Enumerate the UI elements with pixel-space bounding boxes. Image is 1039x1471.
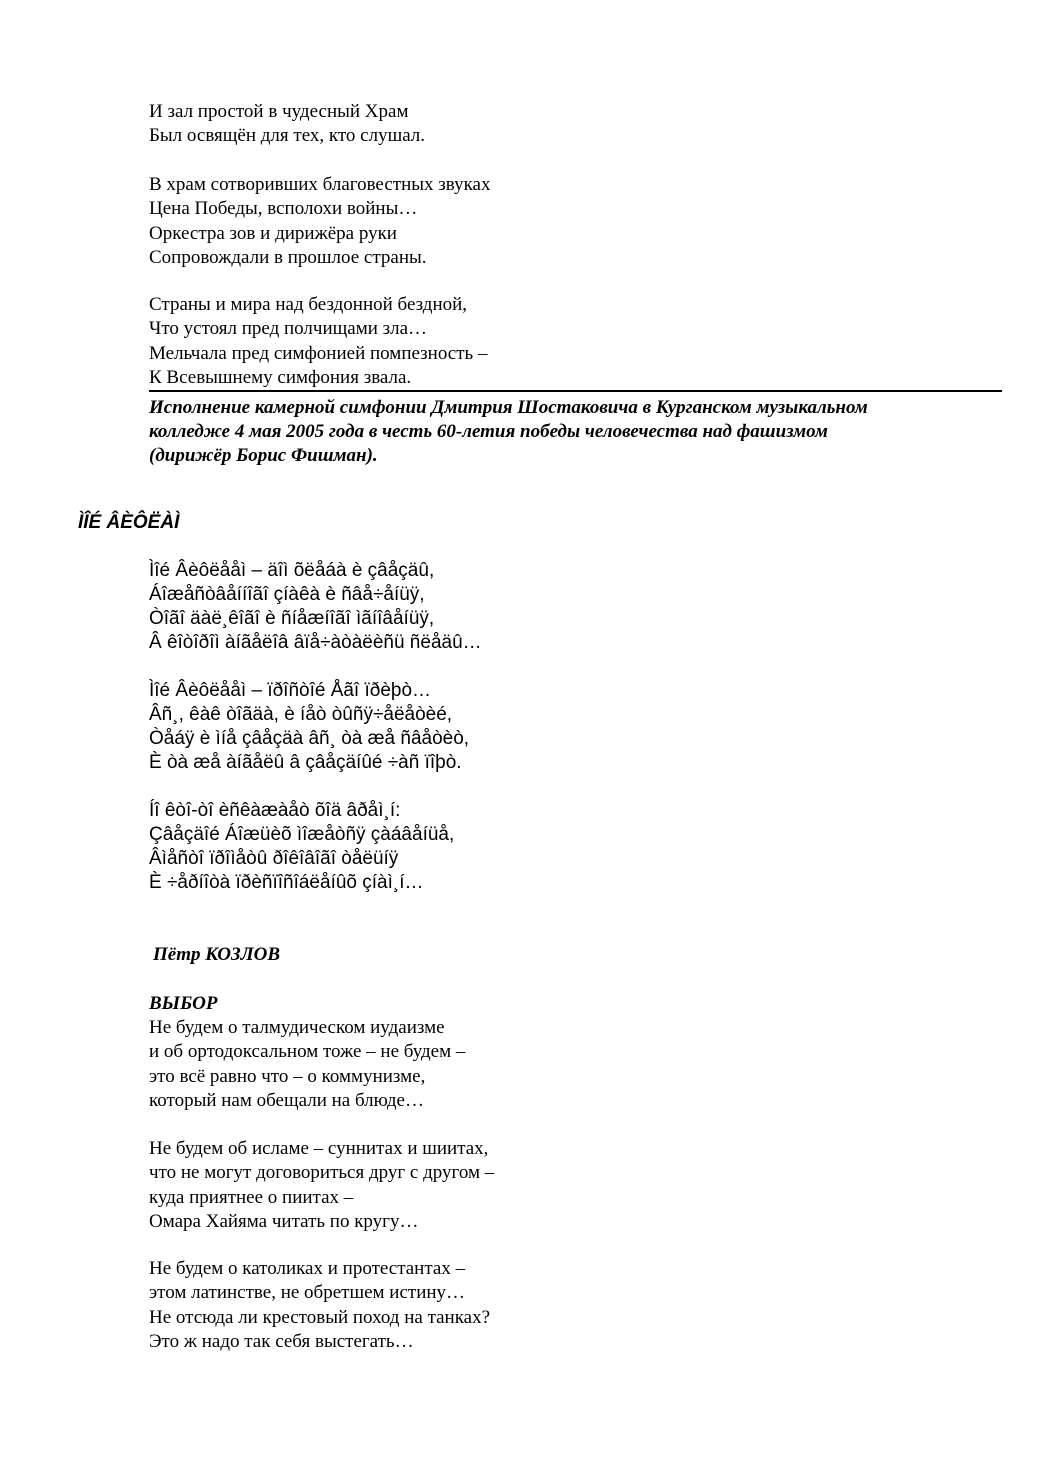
- garbled-line: Òîãî äàë¸êîãî è ñíåæíîãî ìãíîâåíüÿ,: [149, 608, 435, 629]
- poem-line: Страны и мира над бездонной бездной,: [149, 294, 468, 315]
- poem-title: ВЫБОР: [149, 993, 218, 1014]
- garbled-line: Âñ¸, êàê òîãäà, è íåò òûñÿ÷åëåòèé,: [149, 704, 453, 725]
- second-poem-stanza-2: [149, 1137, 494, 1234]
- poem-line: Цена Победы, всполохи войны…: [149, 198, 418, 220]
- poem-line: Был освящён для тех, кто слушал.: [149, 125, 426, 147]
- horizontal-rule: [149, 390, 1002, 392]
- poem-line: куда приятнее о пиитах –: [149, 1186, 354, 1208]
- caption-line: (дирижёр Борис Фишман).: [149, 445, 378, 466]
- poem-line: Мельчала пред симфонией помпезность –: [149, 342, 488, 364]
- garbled-section-title: ÌÎÉ ÂÈÔËÀÌ: [78, 512, 180, 533]
- garbled-stanza-1: [149, 559, 482, 655]
- poem-line: это всё равно что – о коммунизме,: [149, 1065, 426, 1087]
- top-poem-stanza-1: [149, 100, 425, 149]
- garbled-line: È òà æå àíãåëû â çâåçäíûé ÷àñ ïîþò.: [149, 752, 462, 773]
- poem-line: И зал простой в чудесный Храм: [149, 101, 409, 122]
- performance-caption: [149, 396, 1009, 468]
- garbled-line: Â êîòîðîì àíãåëîâ âïå÷àòàëèñü ñëåäû…: [149, 632, 482, 653]
- poem-line: Омара Хайяма читать по кругу…: [149, 1210, 419, 1232]
- garbled-line: Áîæåñòâåííîãî çíàêà è ñâå÷åíüÿ,: [149, 584, 425, 605]
- second-poem-stanza-3: [149, 1257, 490, 1354]
- garbled-line: Âìåñòî ïðîìåòû ðîêîâîãî òåëüíÿ: [149, 848, 399, 869]
- garbled-line: Òåáÿ è ìíå çâåçäà âñ¸ òà æå ñâåòèò,: [149, 728, 470, 749]
- caption-line: Исполнение камерной симфонии Дмитрия Шостаковича в Курганском музыкальном: [149, 397, 868, 418]
- poem-line: и об ортодоксальном тоже – не будем –: [149, 1041, 466, 1063]
- top-poem-stanza-3: [149, 293, 487, 390]
- poem-line: Не будем о талмудическом иудаизме: [149, 1017, 445, 1038]
- poem-line: Что устоял пред полчищами зла…: [149, 318, 428, 340]
- top-poem-stanza-2: [149, 173, 490, 270]
- poem-line: Не будем о католиках и протестантах –: [149, 1258, 466, 1279]
- poem-line: Не отсюда ли крестовый поход на танках?: [149, 1306, 491, 1328]
- poem-line: который нам обещали на блюде…: [149, 1089, 424, 1111]
- garbled-stanza-2: [149, 679, 469, 775]
- garbled-line: Çâåçäîé Áîæüèõ ìîæåòñÿ çàáâåíüå,: [149, 824, 455, 845]
- poem-line: Не будем об исламе – суннитах и шиитах,: [149, 1138, 489, 1159]
- poem-line: В храм сотворивших благовестных звуках: [149, 174, 491, 195]
- garbled-stanza-3: [149, 799, 454, 895]
- garbled-line: Íî êòî-òî èñêàæàåò õîä âðåì¸í:: [149, 800, 401, 821]
- poem-line: К Всевышнему симфония звала.: [149, 366, 412, 388]
- caption-line: колледже 4 мая 2005 года в честь 60-летия победы человечества над фашизмом: [149, 421, 828, 442]
- poem-line: этом латинстве, не обретшем истину…: [149, 1282, 466, 1304]
- author-name: Пётр КОЗЛОВ: [153, 944, 281, 965]
- poem-line: Это ж надо так себя выстегать…: [149, 1330, 414, 1352]
- garbled-line: Ìîé Âèôëååì – äîì õëåáà è çâåçäû,: [149, 560, 435, 581]
- poem-line: что не могут договориться друг с другом –: [149, 1162, 495, 1184]
- poem-line: Оркестра зов и дирижёра руки: [149, 222, 397, 244]
- garbled-line: Ìîé Âèôëååì – ïðîñòîé Åãî ïðèþò…: [149, 680, 432, 701]
- poem-line: Сопровождали в прошлое страны.: [149, 246, 427, 268]
- garbled-line: È ÷åðíîòà ïðèñïîñîáëåíûõ çíàì¸í…: [149, 872, 424, 893]
- second-poem-stanza-1: [149, 1016, 465, 1113]
